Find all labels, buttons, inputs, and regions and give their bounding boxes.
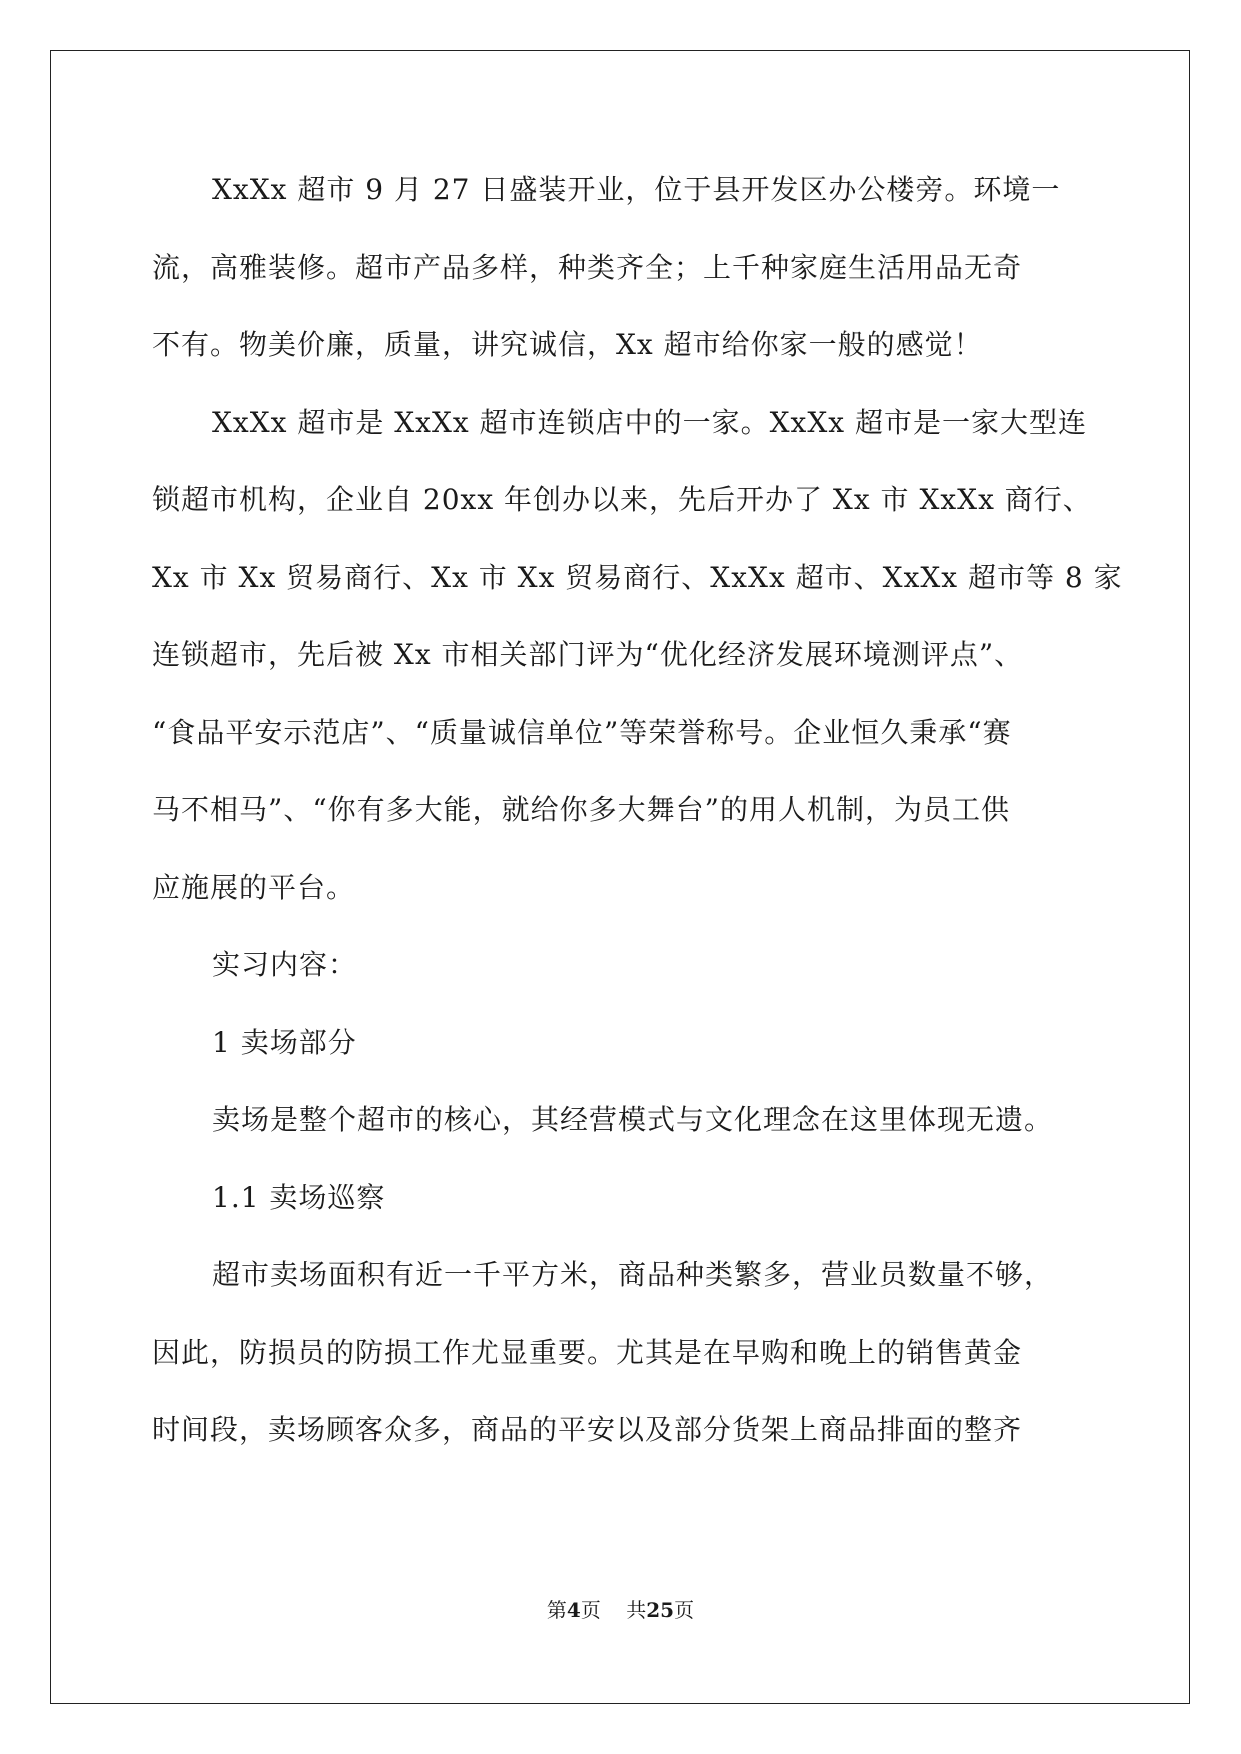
- paragraph-line: 流，高雅装修。超市产品多样，种类齐全；上千种家庭生活用品无奇: [152, 250, 1023, 284]
- paragraph-line: 马不相马”、“你有多大能，就给你多大舞台”的用人机制，为员工供: [152, 793, 1010, 826]
- paragraph-line: XxXx 超市 9 月 27 日盛装开业，位于县开发区办公楼旁。环境一: [212, 173, 1061, 206]
- current-page-number: 4: [566, 1598, 581, 1622]
- paragraph-line: “食品平安示范店”、“质量诚信单位”等荣誉称号。企业恒久秉承“赛: [152, 715, 1012, 749]
- subsection-heading: 1.1 卖场巡察: [212, 1180, 386, 1214]
- section-heading: 实习内容：: [212, 948, 358, 981]
- paragraph-line: 因此，防损员的防损工作尤显重要。尤其是在早购和晚上的销售黄金: [152, 1335, 1023, 1369]
- total-page-number: 25: [646, 1598, 675, 1622]
- page-prefix: 第: [546, 1598, 567, 1622]
- paragraph-line: 不有。物美价廉，质量，讲究诚信，Xx 超市给你家一般的感觉！: [152, 328, 983, 361]
- paragraph-line: 超市卖场面积有近一千平方米，商品种类繁多，营业员数量不够，: [212, 1258, 1054, 1291]
- paragraph-line: Xx 市 Xx 贸易商行、Xx 市 Xx 贸易商行、XxXx 超市、XxXx 超市等 8 家: [152, 560, 1123, 594]
- paragraph-line: XxXx 超市是 XxXx 超市连锁店中的一家。XxXx 超市是一家大型连: [212, 405, 1087, 439]
- paragraph-line: 卖场是整个超市的核心，其经营模式与文化理念在这里体现无遗。: [212, 1103, 1054, 1136]
- paragraph-line: 锁超市机构，企业自 20xx 年创办以来，先后开办了 Xx 市 XxXx 商行、: [152, 483, 1092, 516]
- paragraph-line: 应施展的平台。: [152, 870, 356, 904]
- page-footer: [0, 1594, 1241, 1623]
- document-body: [152, 160, 1123, 1478]
- section-heading: 1 卖场部分: [212, 1025, 357, 1059]
- page-suffix: 页: [674, 1598, 695, 1622]
- paragraph-line: 时间段，卖场顾客众多，商品的平安以及部分货架上商品排面的整齐: [152, 1413, 1023, 1446]
- paragraph-line: 连锁超市，先后被 Xx 市相关部门评为“优化经济发展环境测评点”、: [152, 638, 1024, 671]
- page-mid: 页 共: [580, 1598, 647, 1622]
